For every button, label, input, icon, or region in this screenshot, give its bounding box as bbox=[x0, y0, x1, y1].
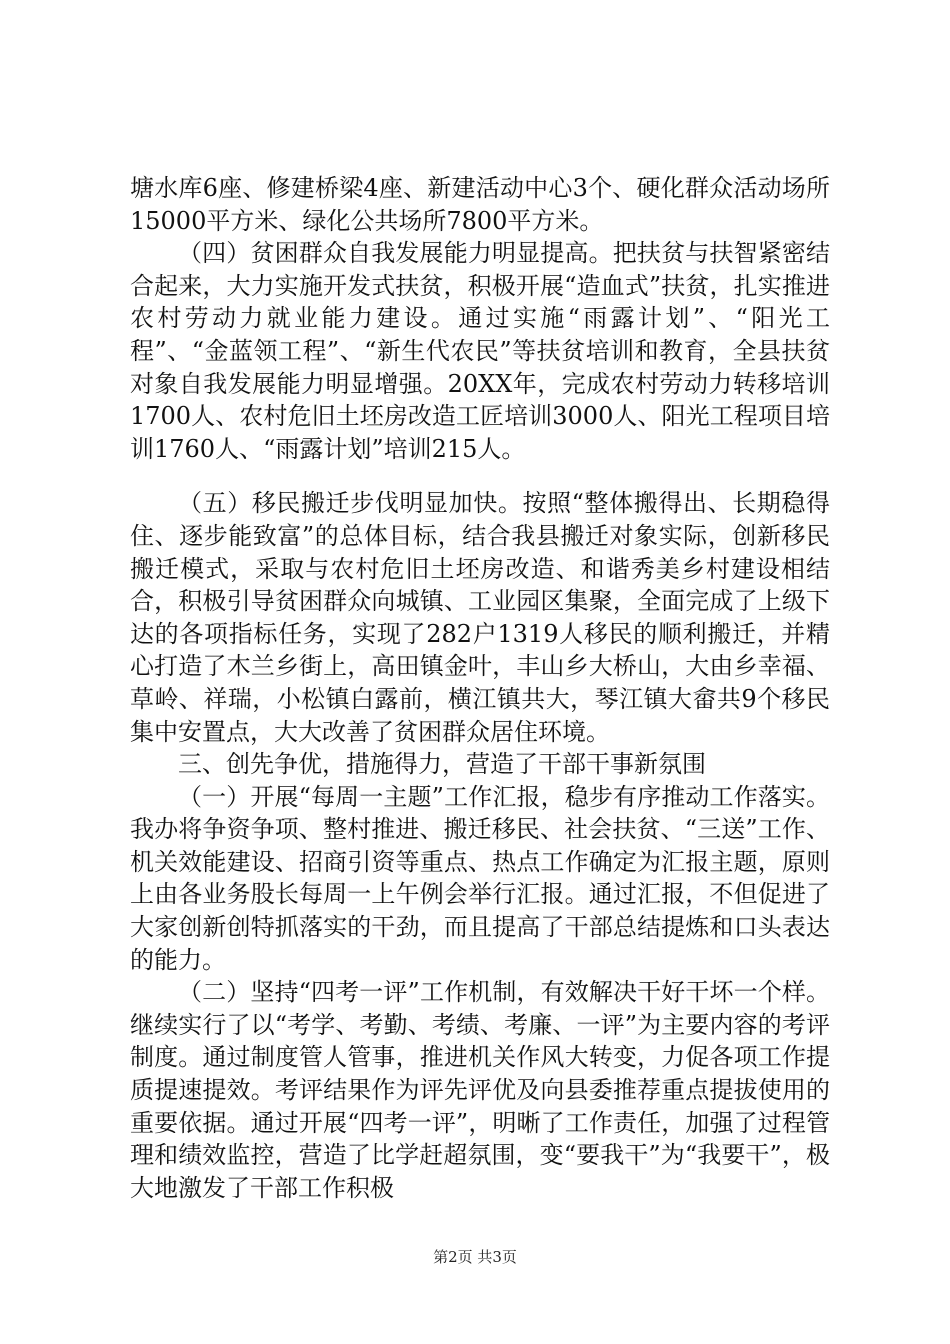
page-footer: 第2页 共3页 bbox=[433, 1248, 517, 1266]
section-heading-3: 三、创先争优，措施得力，营造了干部干事新氛围 bbox=[178, 750, 706, 779]
paragraph-section-5: （五）移民搬迁步伐明显加快。按照“整体搬得出、长期稳得住、逐步能致富”的总体目标，结合我县搬迁对象实际，创新移民搬迁模式，采取与农村危旧土坯房改造、和谐秀美乡村建设相结合，积极引导贫困群众向城镇、工业园区集聚，全面完成了上级下达的各项指标任务，实现了282户1319人移民的顺利搬迁，并精心打造了木兰乡街上，高田镇金叶，丰山乡大桥山，大由乡幸福、草岭、祥瑞，小松镇白露前，横江镇共大，琴江镇大畲共9个移民集中安置点，大大改善了贫困群众居住环境。 bbox=[130, 489, 830, 746]
paragraph-subsection-1: （一）开展“每周一主题”工作汇报，稳步有序推动工作落实。我办将争资争项、整村推进、搬迁移民、社会扶贫、“三送”工作、机关效能建设、招商引资等重点、热点工作确定为汇报主题，原则上由各业务股长每周一上午例会举行汇报。通过汇报，不但促进了大家创新创特抓落实的干劲，而且提高了干部总结提炼和口头表达的能力。 bbox=[130, 782, 830, 974]
paragraph-subsection-2: （二）坚持“四考一评”工作机制，有效解决干好干坏一个样。继续实行了以“考学、考勤、考绩、考廉、一评”为主要内容的考评制度。通过制度管人管事，推进机关作风大转变，力促各项工作提质提速提效。考评结果作为评先评优及向县委推荐重点提拔使用的重要依据。通过开展“四考一评”，明晰了工作责任，加强了过程管理和绩效监控，营造了比学赶超氛围，变“要我干”为“我要干”，极大地激发了干部工作积极 bbox=[130, 978, 830, 1202]
paragraph-continuation: 塘水库6座、修建桥梁4座、新建活动中心3个、硬化群众活动场所15000平方米、绿化公共场所7800平方米。 bbox=[130, 174, 830, 235]
document-body bbox=[130, 172, 830, 1204]
paragraph-section-4: （四）贫困群众自我发展能力明显提高。把扶贫与扶智紧密结合起来，大力实施开发式扶贫，积极开展“造血式”扶贫，扎实推进农村劳动力就业能力建设。通过实施“雨露计划”、“阳光工程”、“金蓝领工程”、“新生代农民”等扶贫培训和教育，全县扶贫对象自我发展能力明显增强。20XX年，完成农村劳动力转移培训1700人、农村危旧土坯房改造工匠培训3000人、阳光工程项目培训1760人、“雨露计划”培训215人。 bbox=[130, 239, 830, 463]
